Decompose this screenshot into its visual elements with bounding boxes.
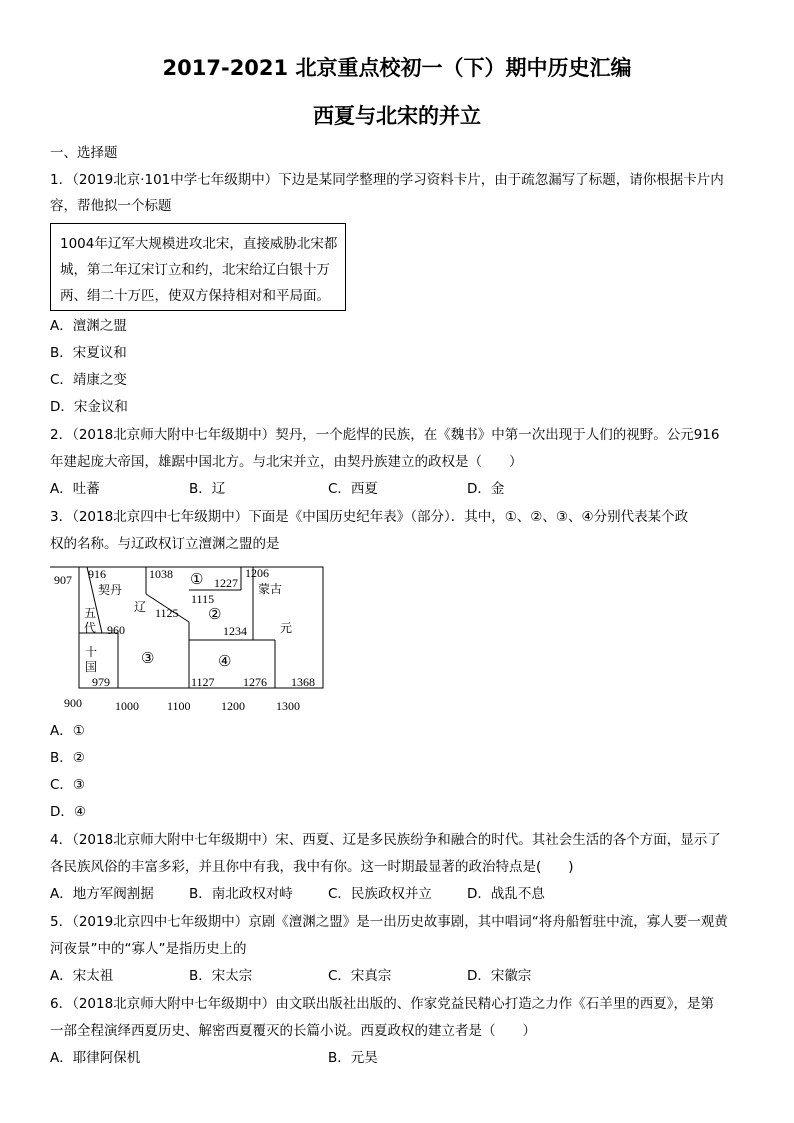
label-circle-3: ③: [141, 651, 155, 667]
card-line-3: 两、绢二十万匹，使双方保持相对和平局面。: [60, 288, 330, 304]
q5-option-b[interactable]: B．宋太宗: [189, 968, 253, 984]
label-1115: 1115: [191, 592, 215, 606]
label-qidan: 契丹: [98, 583, 123, 597]
q2-option-c[interactable]: C．西夏: [328, 481, 378, 497]
label-1234: 1234: [223, 624, 247, 638]
label-1206: 1206: [245, 566, 269, 580]
label-907: 907: [54, 573, 72, 587]
q3-option-c[interactable]: C．③: [50, 777, 86, 793]
q3-line2: 权的名称。与辽政权订立澶渊之盟的是: [50, 536, 280, 552]
label-979: 979: [92, 675, 110, 689]
q6-option-b[interactable]: B．元昊: [328, 1050, 378, 1066]
q3-option-d[interactable]: D．④: [50, 804, 86, 820]
label-yuan: 元: [280, 621, 293, 635]
label-circle-2: ②: [208, 607, 222, 623]
q4-option-b[interactable]: B．南北政权对峙: [189, 886, 293, 902]
label-1227: 1227: [214, 576, 238, 590]
q1-option-d[interactable]: D．宋金议和: [50, 399, 128, 415]
q2-option-b[interactable]: B．辽: [189, 481, 226, 497]
q5-option-d[interactable]: D．宋徽宗: [467, 968, 532, 984]
q1-line2: 容，帮他拟一个标题: [50, 198, 172, 214]
label-circle-4: ④: [218, 654, 232, 670]
label-916: 916: [88, 567, 106, 581]
q2-option-a[interactable]: A．吐蕃: [50, 481, 100, 497]
axis-tick-900: 900: [64, 696, 82, 710]
q5-line1: 5．（2019北京四中七年级期中）京剧《澶渊之盟》是一出历史故事剧，其中唱词“将舟船暂驻中流，寡人要一观黄: [50, 914, 728, 930]
q1-option-a[interactable]: A．澶渊之盟: [50, 318, 127, 334]
label-1276: 1276: [243, 675, 267, 689]
q3-line1: 3．（2018北京四中七年级期中）下面是《中国历史纪年表》（部分）．其中，①、②、③、④分别代表某个政: [50, 509, 689, 525]
q4-option-d[interactable]: D．战乱不息: [467, 886, 545, 902]
q6-line1: 6．（2018北京师大附中七年级期中）由文联出版社出版的、作家党益民精心打造之力作《石羊里的西夏》，是第: [50, 996, 714, 1012]
axis-tick-1000: 1000: [115, 699, 139, 713]
q5-option-c[interactable]: C．宋真宗: [328, 968, 392, 984]
label-1368: 1368: [291, 675, 315, 689]
q2-line2: 年建起庞大帝国，雄踞中国北方。与北宋并立，由契丹族建立的政权是（ ）: [50, 454, 523, 470]
q5-line2: 河夜景”中的“寡人”是指历史上的: [50, 941, 247, 957]
q1-info-card: [50, 223, 346, 311]
axis-tick-1100: 1100: [167, 699, 191, 713]
q3-option-b[interactable]: B．②: [50, 750, 85, 766]
label-wu: 五: [84, 606, 97, 620]
q4-line1: 4．（2018北京师大附中七年级期中）宋、西夏、辽是多民族纷争和融合的时代。其社会生活的各个方面，显示了: [50, 832, 721, 848]
q2-option-d[interactable]: D．金: [467, 481, 505, 497]
q1-option-b[interactable]: B．宋夏议和: [50, 345, 127, 361]
q3-option-a[interactable]: A．①: [50, 723, 85, 739]
label-shi: 十: [85, 645, 98, 659]
q6-option-a[interactable]: A．耶律阿保机: [50, 1050, 141, 1066]
document-subtitle: 西夏与北宋的并立: [313, 104, 481, 128]
section-heading: 一、选择题: [50, 145, 118, 161]
axis-tick-1300: 1300: [276, 699, 300, 713]
q4-line2: 各民族风俗的丰富多彩，并且你中有我，我中有你。这一时期最显著的政治特点是( ): [50, 859, 574, 875]
label-menggu: 蒙古: [258, 582, 283, 596]
card-line-1: 1004年辽军大规模进攻北宋，直接威胁北宋都: [60, 236, 338, 252]
label-960: 960: [107, 623, 125, 637]
label-circle-1: ①: [190, 572, 204, 588]
q1-option-c[interactable]: C．靖康之变: [50, 372, 127, 388]
card-line-2: 城，第二年辽宋订立和约，北宋给辽白银十万: [60, 262, 330, 278]
q6-line2: 一部全程演绎西夏历史、解密西夏覆灭的长篇小说。西夏政权的建立者是（ ）: [50, 1023, 536, 1039]
q4-option-c[interactable]: C．民族政权并立: [328, 886, 432, 902]
label-dai: 代: [84, 621, 97, 635]
q4-option-a[interactable]: A．地方军阀割据: [50, 886, 154, 902]
label-1127: 1127: [191, 675, 215, 689]
label-1125: 1125: [155, 606, 179, 620]
q1-line1: 1．（2019北京·101中学七年级期中）下边是某同学整理的学习资料卡片，由于疏忽漏写了标题，请你根据卡片内: [50, 172, 724, 188]
chronology-table: [48, 560, 338, 716]
label-liao: 辽: [134, 600, 147, 614]
label-1038: 1038: [149, 567, 173, 581]
q2-line1: 2．（2018北京师大附中七年级期中）契丹，一个彪悍的民族，在《魏书》中第一次出现于人们的视野。公元916: [50, 427, 720, 443]
q5-option-a[interactable]: A．宋太祖: [50, 968, 114, 984]
axis-tick-1200: 1200: [221, 699, 245, 713]
label-guo: 国: [85, 660, 98, 674]
document-title: 2017-2021 北京重点校初一（下）期中历史汇编: [162, 56, 632, 80]
